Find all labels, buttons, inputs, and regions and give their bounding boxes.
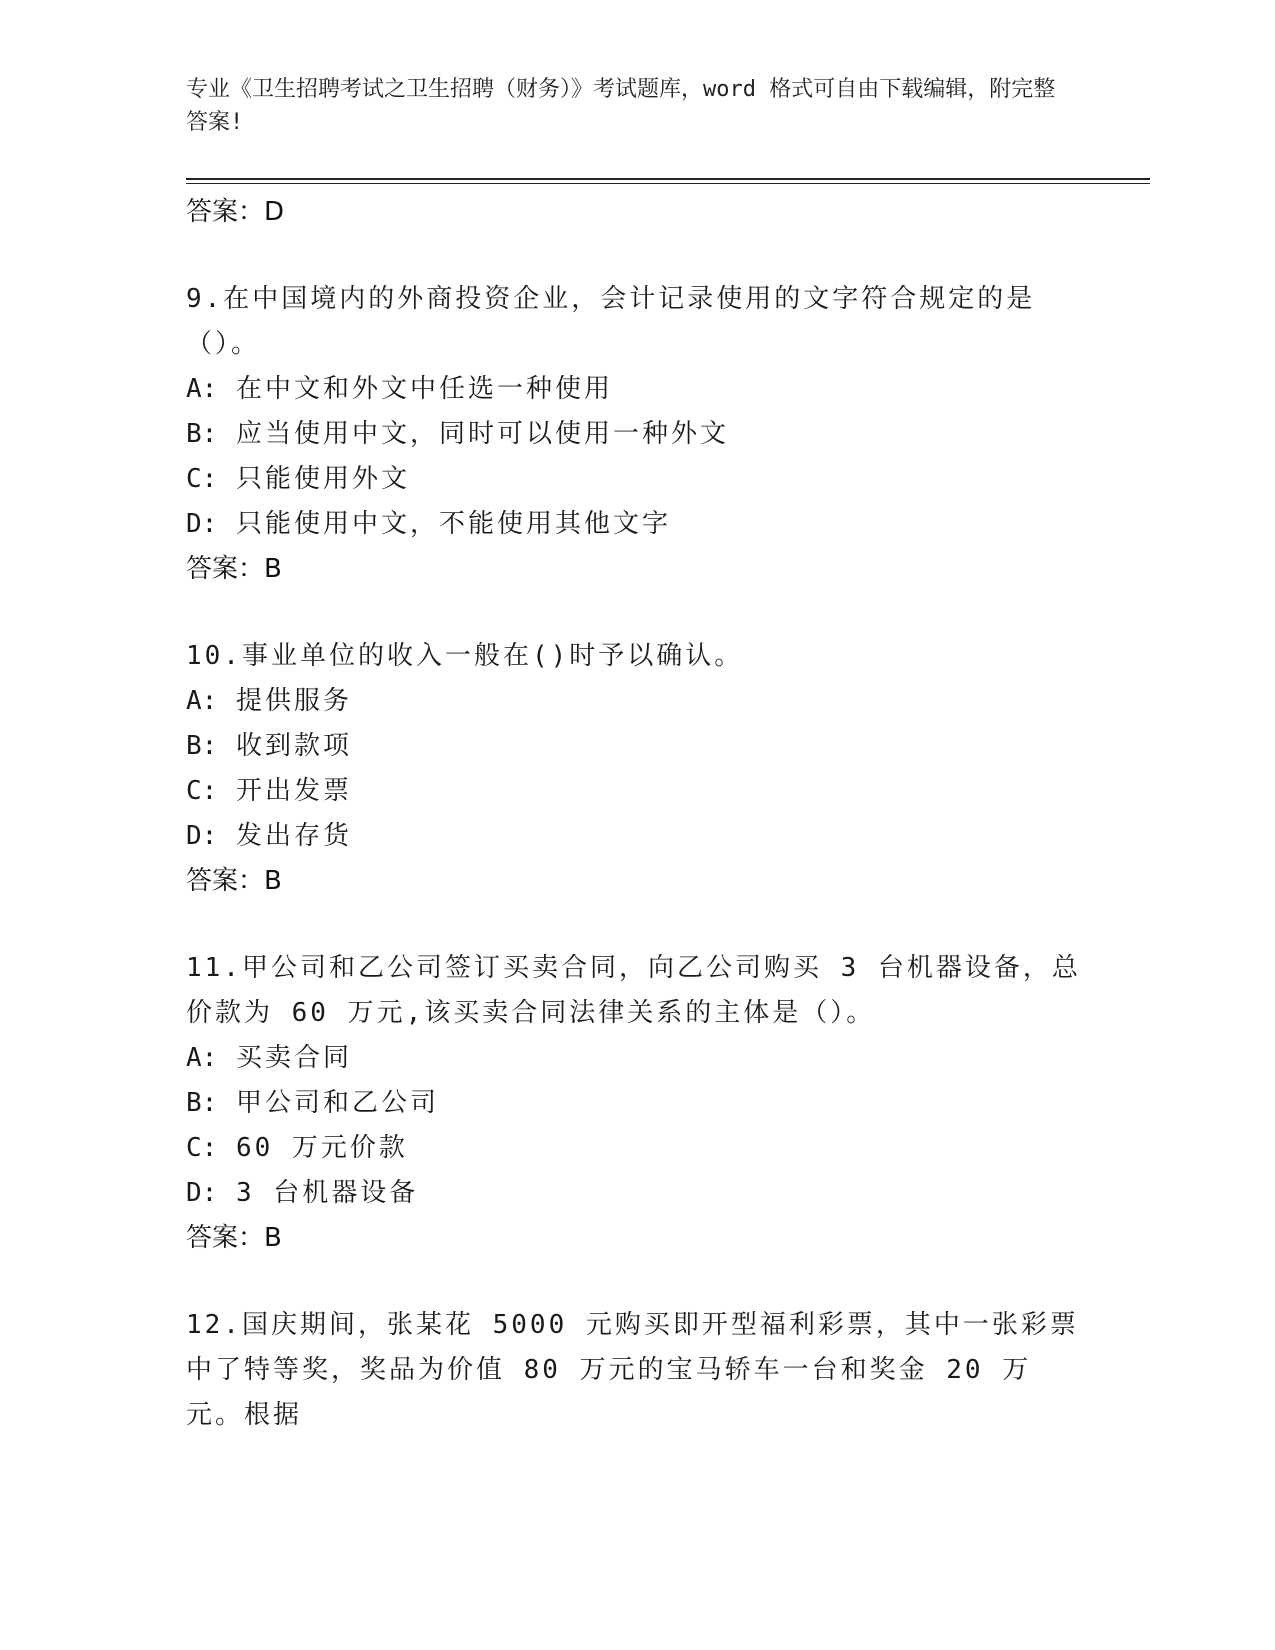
- option-text: 60 万元价款: [235, 1133, 408, 1163]
- option-b: [186, 724, 1086, 769]
- option-c: [186, 769, 1086, 814]
- question-stem: 12.国庆期间，张某花 5000 元购买即开型福利彩票，其中一张彩票中了特等奖，奖品为价值 80 万元的宝马轿车一台和奖金 20 万元。根据: [186, 1310, 1079, 1430]
- option-text: 提供服务: [235, 686, 352, 716]
- option-text: 应当使用中文，同时可以使用一种外文: [235, 419, 729, 449]
- option-letter: A:: [186, 686, 218, 716]
- option-b: [186, 1081, 1086, 1126]
- option-letter: C:: [186, 464, 218, 494]
- option-letter: B:: [186, 731, 218, 761]
- question-stem: 10.事业单位的收入一般在()时予以确认。: [186, 641, 744, 671]
- option-a: [186, 679, 1086, 724]
- header-rule-thin: [186, 183, 1150, 184]
- question-9: [186, 277, 1086, 591]
- question-stem: 11.甲公司和乙公司签订买卖合同，向乙公司购买 3 台机器设备，总价款为 60 万元,该买卖合同法律关系的主体是（）。: [186, 953, 1081, 1028]
- option-letter: B:: [186, 419, 218, 449]
- option-text: 只能使用外文: [235, 464, 410, 494]
- option-d: [186, 1171, 1086, 1216]
- option-d: [186, 814, 1086, 859]
- option-text: 甲公司和乙公司: [235, 1088, 439, 1118]
- question-11: [186, 946, 1086, 1260]
- option-text: 开出发票: [235, 776, 352, 806]
- answer-line: 答案：B: [186, 866, 282, 896]
- question-10: [186, 634, 1086, 903]
- option-c: [186, 457, 1086, 502]
- option-letter: C:: [186, 1133, 218, 1163]
- header-rule-thick: [186, 178, 1150, 180]
- option-text: 收到款项: [235, 731, 352, 761]
- document-content: [186, 190, 1086, 1438]
- option-a: [186, 367, 1086, 412]
- option-text: 买卖合同: [235, 1043, 352, 1073]
- question-stem: 9.在中国境内的外商投资企业，会计记录使用的文字符合规定的是（）。: [186, 284, 1036, 359]
- option-letter: D:: [186, 1178, 218, 1208]
- option-letter: D:: [186, 821, 218, 851]
- option-d: [186, 502, 1086, 547]
- answer-line: 答案：D: [186, 197, 285, 227]
- option-text: 发出存货: [235, 821, 352, 851]
- answer-line: 答案：B: [186, 1223, 282, 1253]
- option-letter: D:: [186, 509, 218, 539]
- option-text: 3 台机器设备: [235, 1178, 419, 1208]
- document-header: 专业《卫生招聘考试之卫生招聘（财务）》考试题库，word 格式可自由下载编辑，附完整答案!: [186, 77, 1056, 135]
- answer-line: 答案：B: [186, 554, 282, 584]
- option-letter: C:: [186, 776, 218, 806]
- option-text: 在中文和外文中任选一种使用: [235, 374, 613, 404]
- option-letter: B:: [186, 1088, 218, 1118]
- option-letter: A:: [186, 1043, 218, 1073]
- option-a: [186, 1036, 1086, 1081]
- option-c: [186, 1126, 1086, 1171]
- question-12: [186, 1303, 1086, 1438]
- option-b: [186, 412, 1086, 457]
- option-text: 只能使用中文，不能使用其他文字: [235, 509, 671, 539]
- option-letter: A:: [186, 374, 218, 404]
